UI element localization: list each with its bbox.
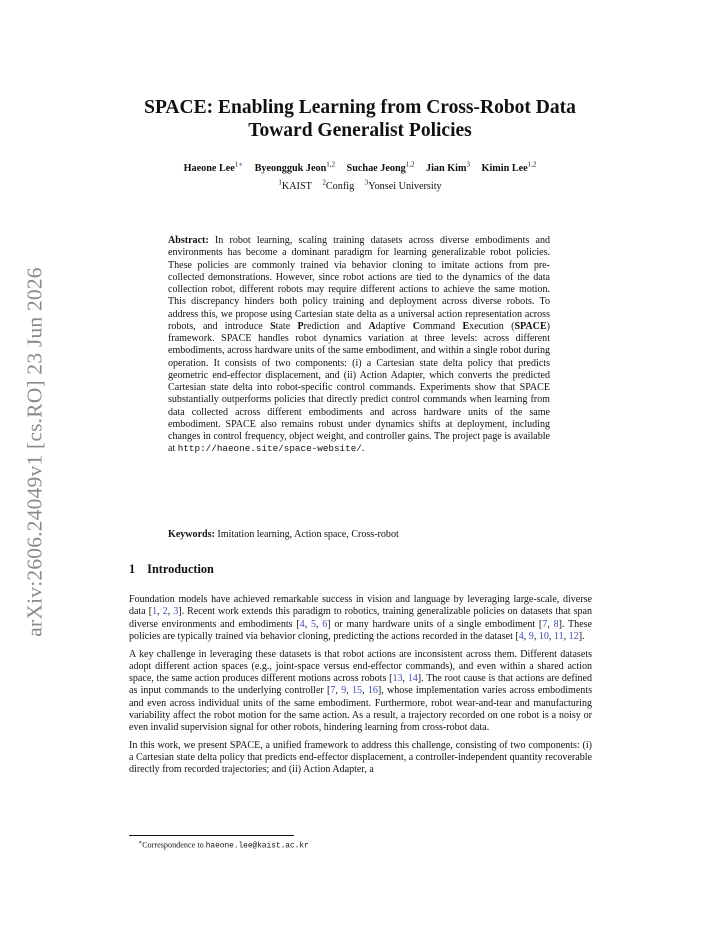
- abstract-label: Abstract:: [168, 235, 209, 246]
- citation-link[interactable]: 12: [568, 630, 579, 642]
- citation-link[interactable]: 15: [352, 685, 363, 697]
- citation-link[interactable]: 6: [322, 618, 328, 630]
- arxiv-identifier: [17, 262, 53, 642]
- abstract: Abstract: In robot learning, scaling training datasets across diverse embodiments and environments has become a dominant paradigm for learning generalizable robot policies. These policies are commonly trained via behavior cloning to imitate actions from pre-collected demonstrations. However, since robot actions are tied to the dynamics of the data collection robot, different robots may require different actions to achieve the same motion. This discrepancy hinders both policy training and deployment across diverse robots. To address this, we propose using Cartesian state delta as a universal action representation across robots, and introduce State Prediction and Adaptive Command Execution (SPACE) framework. SPACE handles robot dynamics variation at three levels: across different embodiments, across hardware units of the same embodiment, and within a single robot during operation. It consists of two components: (i) a Cartesian state delta policy that predicts geometric end-effector displacement, and (ii) Action Adapter, which converts the predicted Cartesian state delta into robot-specific control commands. Experiments show that SPACE substantially outperforms policies that directly predict control commands when learning from data collected across different embodiments and across hardware units of the same embodiment. SPACE also remains robust under dynamics shifts at deployment, including changes in control frequency, object weight, and controller gains. The project page is available at http://haeone.site/space-website/.: [168, 235, 551, 455]
- author: Kimin Lee$^{1,2}$: [481, 161, 537, 175]
- citation-link[interactable]: 3: [173, 606, 179, 618]
- correspondence-marker[interactable]: ∗: [238, 161, 244, 169]
- citation-link[interactable]: 14: [407, 673, 418, 685]
- paragraph: A key challenge in leveraging these datasets is that robot actions are inconsistent across them. Different datasets adopt different action spaces (e.g., joint-space versus end-effector commands), and even within a shared action space, the same action produces different motions across robots [13, 14]. The root cause is that actions are defined as input commands to the underlying controller [7, 9, 15, 16], whose implementation varies across embodiments and even across individual units of the same embodiment. Furthermore, robot wear-and-tear and manufacturing variability affect the robot motion for the same action. As a result, a trajectory recorded on one robot is a noisy or even invalid supervision signal for other robots, hindering learning from cross-robot data.: [129, 648, 593, 734]
- author: Haeone Lee$^{1∗}$: [183, 161, 244, 175]
- citation-link[interactable]: 9: [341, 685, 347, 697]
- citation-link[interactable]: 16: [367, 685, 378, 697]
- citation-link[interactable]: 5: [310, 618, 316, 630]
- author: Suchae Jeong$^{1,2}$: [346, 161, 415, 175]
- keywords-text: Imitation learning, Action space, Cross-robot: [214, 529, 399, 540]
- author: Jian Kim$^3$: [426, 161, 470, 175]
- keywords-label: Keywords:: [168, 529, 215, 540]
- citation-link[interactable]: 8: [553, 618, 559, 630]
- affiliation: $^3$Yonsei University: [364, 179, 442, 193]
- citation-link[interactable]: 4: [518, 630, 524, 642]
- affiliation-list: [100, 179, 620, 192]
- title-line-1: SPACE: Enabling Learning from Cross-Robot Data: [144, 97, 576, 118]
- citation-link[interactable]: 11: [553, 630, 564, 642]
- citation-link[interactable]: 4: [299, 618, 305, 630]
- correspondence-email[interactable]: haeone.lee@kaist.ac.kr: [205, 842, 309, 851]
- keywords: [168, 529, 550, 541]
- affiliation: $^1$KAIST: [278, 179, 312, 193]
- introduction-body: [129, 594, 592, 782]
- citation-link[interactable]: 2: [162, 606, 168, 618]
- paper-title: [110, 96, 610, 142]
- citation-link[interactable]: 9: [528, 630, 534, 642]
- project-page-link[interactable]: http://haeone.site/space-website/: [177, 443, 362, 455]
- footnote-rule: [129, 835, 294, 836]
- citation-link[interactable]: 7: [542, 618, 548, 630]
- author: Byeongguk Jeon$^{1,2}$: [254, 161, 335, 175]
- paragraph: Foundation models have achieved remarkable success in vision and language by leveraging large-scale, diverse data [1, 2, 3]. Recent work extends this paradigm to robotics, training generalizable policies on datasets that span diverse environments and embodiments [4, 5, 6] or many hardware units of a single embodiment [7, 8]. These policies are typically trained via behavior cloning, predicting the actions recorded in the dataset [4, 9, 10, 11, 12].: [129, 594, 593, 642]
- citation-link[interactable]: 1: [152, 606, 158, 618]
- footnote: ∗Correspondence to haeone.lee@kaist.ac.kr: [138, 840, 309, 851]
- affiliation: $^2$Config: [322, 179, 355, 193]
- author-list: [100, 161, 620, 174]
- citation-link[interactable]: 10: [538, 630, 549, 642]
- paragraph: In this work, we present SPACE, a unified framework to address this challenge, consisting of two components: (i) a Cartesian state delta policy that predicts end-effector displacement, a controller-independent quantity recoverable directly from recorded trajectories; and (ii) Action Adapter, a: [129, 739, 592, 776]
- title-line-2: Toward Generalist Policies: [248, 120, 472, 141]
- section-heading-introduction: 1 Introduction: [129, 562, 214, 576]
- citation-link[interactable]: 7: [330, 685, 336, 697]
- arxiv-id-text: arXiv:2606.24049v1 [cs.RO] 23 Jun 2026: [22, 267, 47, 637]
- citation-link[interactable]: 13: [392, 673, 403, 685]
